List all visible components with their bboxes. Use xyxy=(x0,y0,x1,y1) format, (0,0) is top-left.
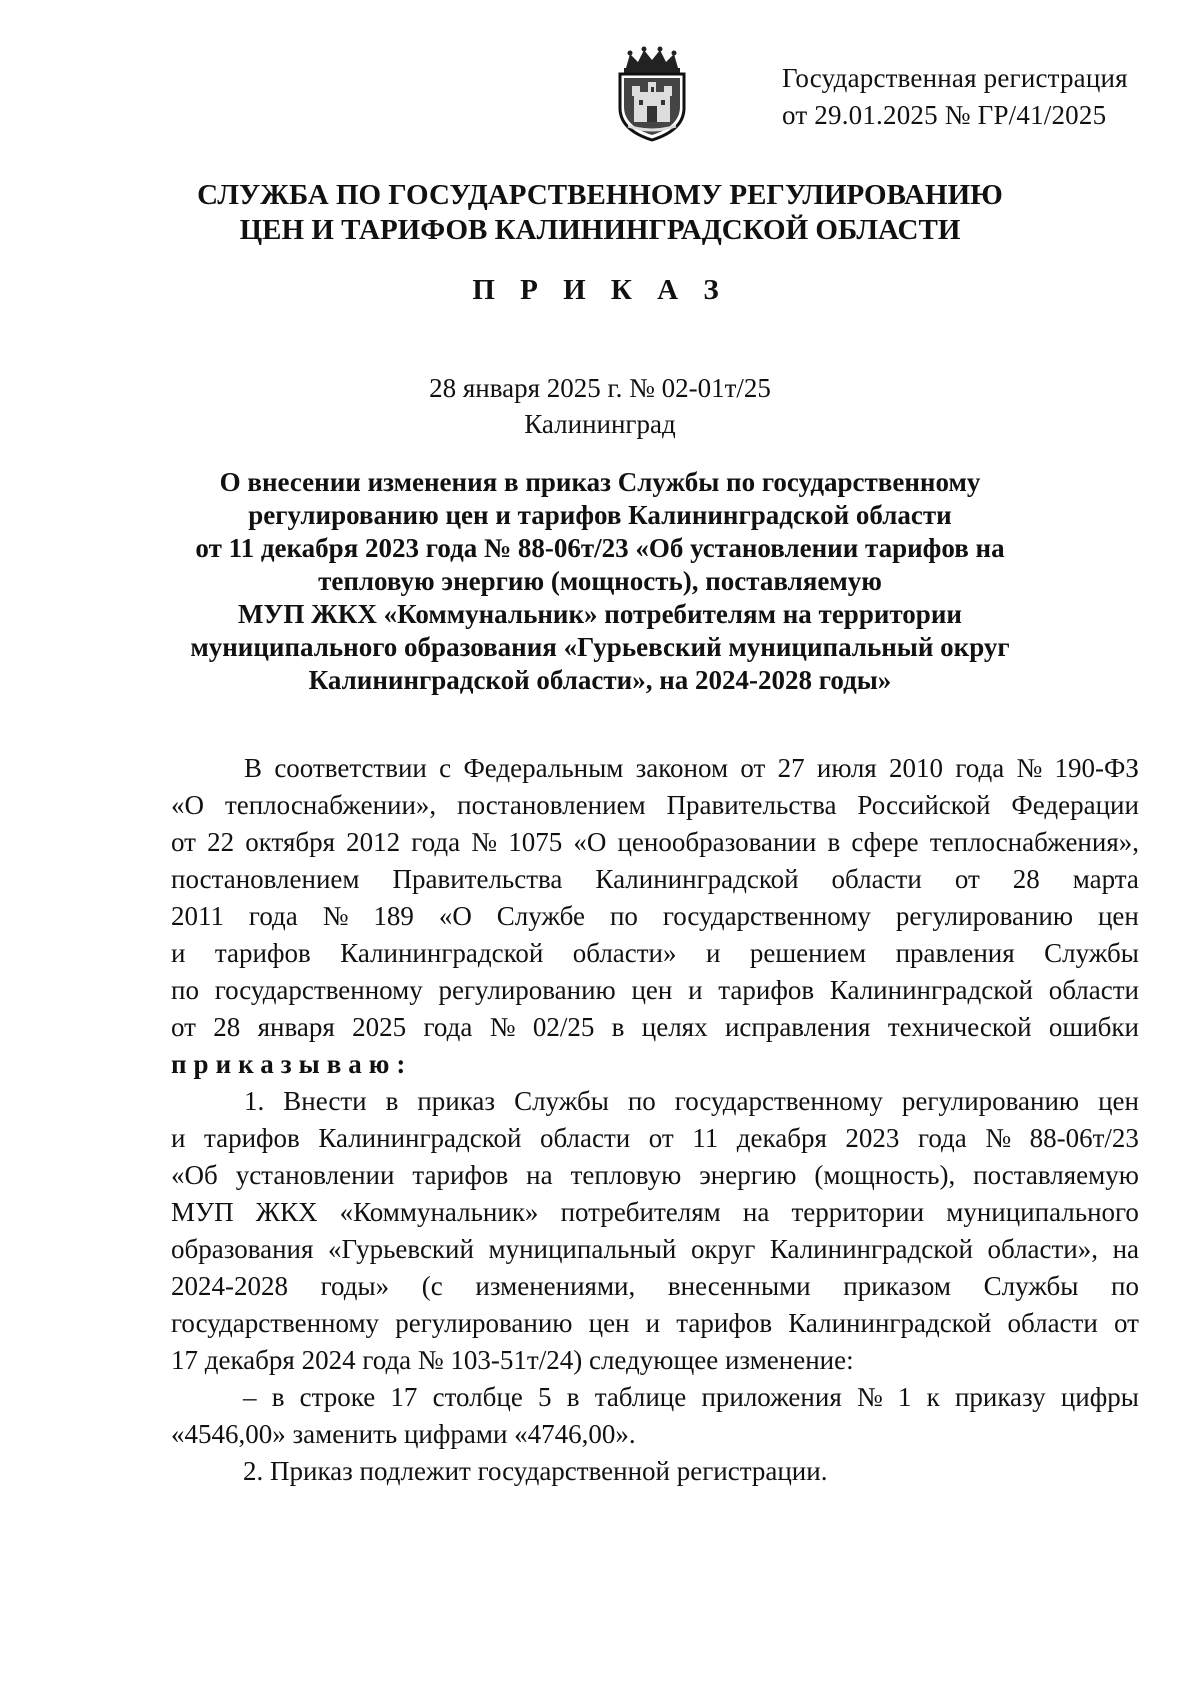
body-line xyxy=(171,861,1139,898)
body-word: года xyxy=(955,753,1005,783)
body-word: 2010 xyxy=(889,753,944,783)
body-word: 28 xyxy=(1012,864,1040,894)
body-word: постановлением xyxy=(457,790,646,820)
body-word: от xyxy=(171,1012,196,1042)
body-line xyxy=(171,1120,1139,1157)
body-line xyxy=(171,787,1139,824)
body-line xyxy=(171,1157,1139,1194)
body-word: 02/25 xyxy=(532,1012,595,1042)
body-word: № xyxy=(1016,753,1043,783)
body-word: области xyxy=(1007,1308,1098,1338)
body-word: столбце xyxy=(432,1382,523,1412)
body-line xyxy=(171,750,1139,787)
body-word: «Об xyxy=(171,1160,218,1190)
body-word: 190-ФЗ xyxy=(1054,753,1139,783)
body-word: приложения xyxy=(701,1382,842,1412)
body-word: тарифов xyxy=(718,975,815,1005)
body-word: 2023 xyxy=(845,1123,900,1153)
body-word: внесенными xyxy=(667,1271,811,1301)
subject-line: Калининградской области», на 2024-2028 годы» xyxy=(308,665,892,695)
subject-line: регулированию цен и тарифов Калининградской области xyxy=(248,500,952,530)
body-word: цен xyxy=(1097,901,1139,931)
body-word: 1075 xyxy=(508,827,563,857)
body-word: (с xyxy=(421,1271,443,1301)
body-word: и xyxy=(705,938,721,968)
body-word: «О xyxy=(438,901,472,931)
body-word: приказом xyxy=(843,1271,951,1301)
body-word: технической xyxy=(887,1012,1032,1042)
body-word: 189 xyxy=(373,901,414,931)
body-word: Федеральным xyxy=(463,753,624,783)
body-word: тепловую xyxy=(570,1160,682,1190)
body-word: цен xyxy=(588,1308,630,1338)
body-word: 11 xyxy=(692,1123,719,1153)
body-word: года xyxy=(248,901,298,931)
body-word: изменениями, xyxy=(475,1271,636,1301)
body-word: тарифов xyxy=(676,1308,773,1338)
body-word: 17 xyxy=(390,1382,418,1412)
body-word: 5 xyxy=(538,1382,552,1412)
body-word: постановлением xyxy=(171,864,360,894)
body-word: в xyxy=(385,1086,399,1116)
document-type-heading: П Р И К А З xyxy=(472,274,728,306)
registration-line-1: Государственная регистрация xyxy=(782,63,1128,93)
subject-line: от 11 декабря 2023 года № 88-06т/23 «Об установлении тарифов на xyxy=(195,533,1005,563)
subject-line: МУП ЖКХ «Коммунальник» потребителям на территории xyxy=(238,599,962,629)
body-word: государственному xyxy=(214,975,423,1005)
body-word: тарифов xyxy=(214,938,311,968)
body-word: годы» xyxy=(320,1271,390,1301)
body-word: года xyxy=(917,1123,967,1153)
body-word: регулированию xyxy=(901,1086,1080,1116)
body-word: с xyxy=(439,753,452,783)
body-line xyxy=(171,898,1139,935)
body-word: «О xyxy=(573,827,607,857)
agency-line-1: СЛУЖБА ПО ГОСУДАРСТВЕННОМУ РЕГУЛИРОВАНИЮ xyxy=(197,179,1003,211)
body-word: года xyxy=(411,827,461,857)
body-word: к xyxy=(926,1382,940,1412)
body-word: 1. xyxy=(244,1086,265,1116)
body-word: цен xyxy=(631,975,673,1005)
registration-line-2: от 29.01.2025 № ГР/41/2025 xyxy=(782,100,1107,130)
body-word: № xyxy=(985,1123,1012,1153)
body-word: государственному xyxy=(171,1308,380,1338)
body-word: и xyxy=(171,1123,186,1153)
body-word: в xyxy=(566,1382,580,1412)
agency-line-2: ЦЕН И ТАРИФОВ КАЛИНИНГРАДСКОЙ ОБЛАСТИ xyxy=(239,214,961,246)
body-word: марта xyxy=(1072,864,1139,894)
body-word: ошибки xyxy=(1048,1012,1139,1042)
body-word: октября xyxy=(245,827,336,857)
body-word: территории xyxy=(791,1197,925,1227)
body-word: тарифов xyxy=(203,1123,300,1153)
body-word: Службы xyxy=(983,1271,1079,1301)
body-word: 1 xyxy=(897,1382,912,1412)
body-word: 2024-2028 xyxy=(171,1271,288,1301)
body-word: на xyxy=(1112,1234,1139,1264)
body-word: Службы xyxy=(1044,938,1139,968)
body-word: сфере xyxy=(851,827,919,857)
body-word: по xyxy=(627,1086,656,1116)
body-word: области xyxy=(1048,975,1139,1005)
body-word: ЖКХ xyxy=(255,1197,318,1227)
body-word: 88-06т/23 xyxy=(1029,1123,1139,1153)
body-line xyxy=(171,1268,1139,1305)
body-line xyxy=(171,1194,1139,1231)
state-registration-stamp xyxy=(782,60,1162,134)
body-line: 17 декабря 2024 года № 103-51т/24) следующее изменение: xyxy=(171,1345,854,1375)
body-word: на xyxy=(742,1197,770,1227)
body-word: цифры xyxy=(1060,1382,1139,1412)
body-word: по xyxy=(171,975,199,1005)
body-word: «Гурьевский xyxy=(327,1234,474,1264)
body-word: ценообразовании xyxy=(617,827,817,857)
body-word: июля xyxy=(816,753,877,783)
body-word: 2011 xyxy=(171,901,224,931)
body-word: января xyxy=(257,1012,335,1042)
body-word: от xyxy=(954,864,980,894)
body-word: регулированию xyxy=(895,901,1074,931)
body-word: В xyxy=(244,753,263,783)
body-word: регулированию xyxy=(395,1308,573,1338)
body-word: № xyxy=(471,827,498,857)
body-word: Калининградской xyxy=(340,938,544,968)
body-word: приказ xyxy=(417,1086,496,1116)
body-line xyxy=(171,1379,1139,1416)
body-word: установлении xyxy=(235,1160,395,1190)
body-word: Калининградской xyxy=(829,975,1033,1005)
order-place: Калининград xyxy=(524,409,676,439)
body-word: Калининградской xyxy=(595,864,799,894)
body-word: решением xyxy=(749,938,867,968)
date-and-place xyxy=(0,370,1200,442)
body-word: области xyxy=(831,864,922,894)
subject-line: тепловую энергию (мощность), поставляемую xyxy=(318,566,882,596)
body-line xyxy=(171,935,1139,972)
body-word: Службы xyxy=(514,1086,609,1116)
body-word: по xyxy=(1111,1271,1139,1301)
order-body xyxy=(171,750,1139,1490)
body-word: области», xyxy=(987,1234,1099,1264)
body-word: в xyxy=(271,1382,285,1412)
body-word: (мощность), xyxy=(814,1160,956,1190)
body-line xyxy=(171,1009,1139,1046)
body-word: Калининградской xyxy=(318,1123,522,1153)
body-line: «4546,00» заменить цифрами «4746,00». xyxy=(171,1419,636,1449)
body-word: № xyxy=(856,1382,883,1412)
body-word: правления xyxy=(895,938,1015,968)
body-line xyxy=(171,972,1139,1009)
body-word: муниципального xyxy=(946,1197,1139,1227)
coat-of-arms-emblem xyxy=(612,46,692,142)
body-word: поставляемую xyxy=(973,1160,1139,1190)
body-word: и xyxy=(688,975,703,1005)
body-word: области» xyxy=(572,938,677,968)
subject-line: муниципального образования «Гурьевский муниципальный округ xyxy=(190,632,1010,662)
body-word: Правительства xyxy=(392,864,563,894)
body-word: «О xyxy=(171,790,204,820)
body-word: исправления xyxy=(724,1012,871,1042)
body-word: Федерации xyxy=(1011,790,1139,820)
body-word: и xyxy=(171,938,186,968)
body-word: образования xyxy=(171,1234,314,1264)
body-word: Правительства xyxy=(666,790,837,820)
body-word: области xyxy=(539,1123,631,1153)
order-directive-word: приказываю: xyxy=(171,1049,413,1079)
body-word: МУП xyxy=(171,1197,234,1227)
body-word: государственному xyxy=(674,1086,883,1116)
body-word: – xyxy=(243,1382,257,1412)
body-word: соответствии xyxy=(274,753,427,783)
body-line xyxy=(171,824,1139,861)
body-line xyxy=(171,1083,1139,1120)
body-word: муниципальный xyxy=(488,1234,677,1264)
body-word: теплоснабжения», xyxy=(929,827,1139,857)
body-word: целях xyxy=(641,1012,708,1042)
body-word: года xyxy=(423,1012,473,1042)
body-word: 2012 xyxy=(346,827,401,857)
body-word: регулированию xyxy=(438,975,616,1005)
body-word: в xyxy=(827,827,841,857)
body-word: и xyxy=(645,1308,661,1338)
body-word: декабря xyxy=(736,1123,827,1153)
body-word: 28 xyxy=(213,1012,241,1042)
body-word: от xyxy=(1113,1308,1139,1338)
agency-name xyxy=(0,178,1200,248)
body-word: Службе xyxy=(496,901,586,931)
body-word: энергию xyxy=(699,1160,797,1190)
body-word: 27 xyxy=(777,753,805,783)
body-line xyxy=(171,1305,1139,1342)
body-word: на xyxy=(526,1160,553,1190)
body-word: от xyxy=(648,1123,674,1153)
body-word: от xyxy=(740,753,766,783)
body-word: потребителям xyxy=(560,1197,721,1227)
body-word: Калининградской xyxy=(769,1234,973,1264)
body-word: в xyxy=(611,1012,625,1042)
body-word: приказу xyxy=(954,1382,1046,1412)
body-word: законом xyxy=(635,753,729,783)
body-word: округ xyxy=(690,1234,756,1264)
body-word: 22 xyxy=(207,827,235,857)
body-word: Российской xyxy=(857,790,991,820)
body-word: таблице xyxy=(594,1382,687,1412)
body-word: тарифов xyxy=(412,1160,509,1190)
body-line: 2. Приказ подлежит государственной регистрации. xyxy=(243,1456,828,1486)
body-word: Внести xyxy=(283,1086,367,1116)
subject-line: О внесении изменения в приказ Службы по государственному xyxy=(219,467,981,497)
body-word: «Коммунальник» xyxy=(339,1197,539,1227)
body-word: цен xyxy=(1098,1086,1139,1116)
body-word: государственному xyxy=(662,901,871,931)
body-word: от xyxy=(171,827,196,857)
order-date-number: 28 января 2025 г. № 02-01т/25 xyxy=(429,373,771,403)
body-word: по xyxy=(609,901,638,931)
body-word: строке xyxy=(299,1382,376,1412)
body-word: 2025 xyxy=(352,1012,407,1042)
body-line xyxy=(171,1231,1139,1268)
body-word: № xyxy=(322,901,349,931)
body-word: Калининградской xyxy=(788,1308,992,1338)
body-word: теплоснабжении», xyxy=(224,790,437,820)
body-word: № xyxy=(489,1012,516,1042)
order-subject-title xyxy=(160,466,1040,697)
